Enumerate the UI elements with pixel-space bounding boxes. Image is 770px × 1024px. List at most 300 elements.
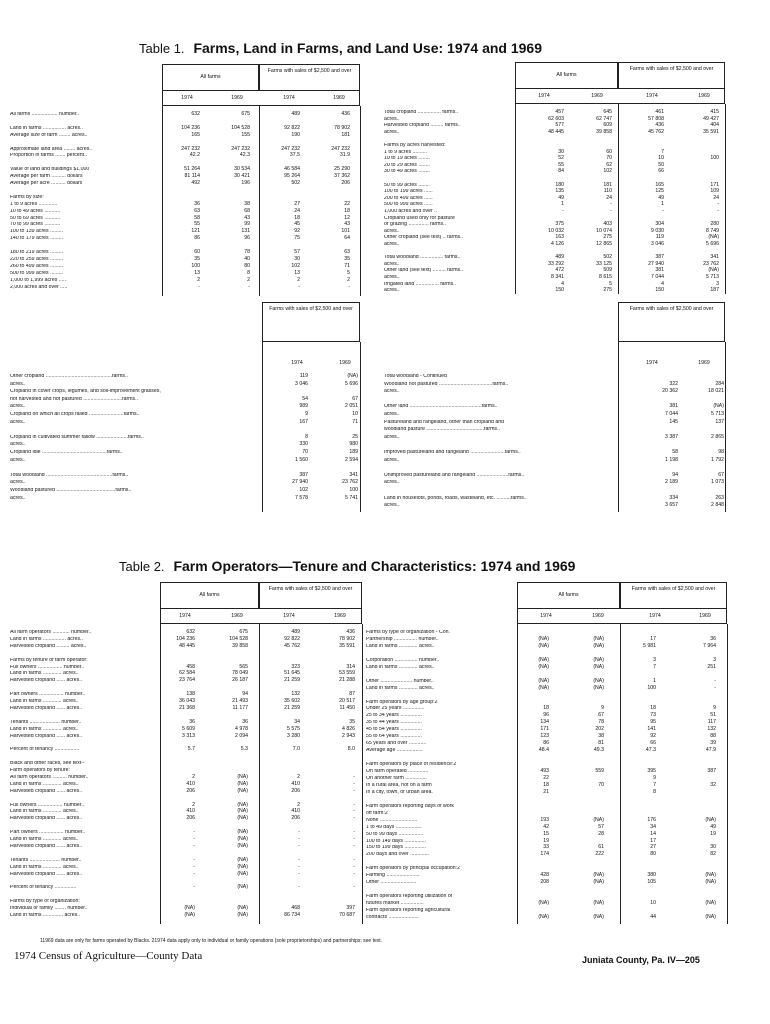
row-label: 220 to 259 acres ......... bbox=[10, 256, 64, 262]
row-label: acres.. bbox=[10, 495, 26, 501]
t1-left-hdr-all bbox=[162, 64, 259, 90]
table-row bbox=[384, 382, 729, 388]
table-row bbox=[366, 915, 728, 921]
row-value: 54 bbox=[302, 395, 308, 402]
row-label: Harvested cropland ...... acres.. bbox=[10, 678, 83, 684]
row-value: (NA) bbox=[237, 870, 248, 877]
table-row bbox=[10, 458, 362, 464]
row-value: 92 822 bbox=[284, 635, 300, 642]
row-value: - bbox=[717, 201, 719, 208]
row-value: 43 bbox=[344, 221, 350, 228]
t1-left-hdr-sales-label: Farms with sales of $2,500 and over bbox=[267, 68, 352, 74]
table-row bbox=[10, 816, 364, 822]
row-value: 100 bbox=[710, 155, 719, 162]
row-value: 2 594 bbox=[345, 456, 358, 463]
table-row bbox=[384, 404, 729, 410]
row-value: - bbox=[714, 684, 716, 691]
table-row bbox=[10, 706, 364, 712]
row-value: 2 bbox=[297, 773, 300, 780]
table-row bbox=[384, 473, 729, 479]
row-label: acres.. bbox=[384, 457, 400, 463]
row-value: 8 615 bbox=[599, 274, 612, 280]
row-value: (NA) bbox=[538, 913, 549, 920]
row-value: 105 bbox=[647, 879, 656, 886]
row-label: Cropland in cultivated summer fallow ......................farms.. bbox=[10, 434, 144, 440]
row-value: 66 bbox=[650, 740, 656, 747]
row-value: 2 848 bbox=[711, 502, 724, 509]
row-value: 78 049 bbox=[232, 670, 248, 677]
t2-left-hdr-sales-label: Farms with sales of $2,500 and over bbox=[268, 586, 353, 592]
row-value: 410 bbox=[186, 808, 195, 815]
table-row bbox=[366, 901, 728, 907]
t1-right-hdr-all bbox=[515, 62, 618, 88]
table-row bbox=[366, 672, 728, 678]
row-value: 86 bbox=[194, 235, 200, 242]
row-value: 45 762 bbox=[648, 128, 664, 135]
row-label: Farms by acres harvested: bbox=[384, 143, 446, 148]
row-value: 18 021 bbox=[708, 388, 724, 395]
row-value: 110 bbox=[603, 188, 612, 195]
table-row bbox=[10, 374, 362, 380]
row-value: 2 bbox=[247, 276, 250, 283]
row-value: 62 603 bbox=[548, 115, 564, 122]
row-label: Cropland on which all crops failed ........................farms.. bbox=[10, 412, 140, 417]
row-value: 94 bbox=[672, 471, 678, 478]
row-value: 138 bbox=[186, 691, 195, 698]
row-value: 33 292 bbox=[548, 260, 564, 267]
row-label: acres.. bbox=[10, 442, 26, 448]
table-row bbox=[10, 851, 364, 857]
row-value: 387 bbox=[299, 471, 308, 478]
table1-title-text: Farms, Land in Farms, and Land Use: 1974 and 1969 bbox=[193, 40, 543, 56]
row-value: 30 bbox=[294, 255, 300, 262]
row-value: 410 bbox=[291, 780, 300, 787]
table-row bbox=[384, 496, 729, 502]
row-value: 131 bbox=[241, 228, 250, 235]
row-value: (NA) bbox=[593, 684, 604, 691]
row-value: - bbox=[353, 856, 355, 863]
row-value: (NA) bbox=[237, 787, 248, 794]
row-value: 2 051 bbox=[345, 403, 358, 410]
row-label: Other cropland (see text) .. farms.. bbox=[384, 235, 463, 241]
row-value: 180 bbox=[555, 181, 564, 188]
row-label: 50 to 99 days ................. bbox=[366, 831, 424, 837]
row-value: 202 bbox=[595, 726, 604, 733]
row-value: 23 762 bbox=[342, 479, 358, 486]
row-value: 19 bbox=[543, 837, 549, 844]
row-value: 5 609 bbox=[182, 725, 195, 732]
row-value: 4 bbox=[661, 280, 664, 287]
table-row bbox=[384, 196, 729, 202]
table-row bbox=[366, 665, 728, 671]
row-value: 21 bbox=[543, 788, 549, 795]
row-label: Other ......................... bbox=[366, 880, 417, 886]
row-label: 50 to 99 acres ........ bbox=[384, 182, 430, 188]
table-row bbox=[10, 412, 362, 418]
row-value: 9 bbox=[601, 705, 604, 712]
row-value: 37 362 bbox=[334, 173, 350, 180]
row-value: 21 493 bbox=[232, 698, 248, 704]
row-value: 94 bbox=[242, 691, 248, 698]
row-label: Part owners ................. number.. bbox=[10, 830, 86, 836]
row-label: 10 to 19 acres ........ bbox=[384, 156, 430, 162]
row-value: 280 bbox=[710, 221, 719, 228]
row-label: 25 to 34 years ............... bbox=[366, 713, 422, 719]
row-label: Average age .................. bbox=[366, 748, 423, 754]
row-label: Farms by size: bbox=[10, 194, 44, 200]
row-value: 30 bbox=[710, 844, 716, 851]
table-row bbox=[366, 693, 728, 699]
table-row bbox=[10, 435, 362, 441]
table-row bbox=[384, 458, 729, 464]
table-row bbox=[10, 195, 362, 201]
row-value: 44 bbox=[650, 913, 656, 920]
row-value: 3 bbox=[716, 280, 719, 287]
row-label: 1 to 9 acres ............. bbox=[10, 201, 58, 207]
table-row bbox=[366, 644, 728, 650]
table-row bbox=[366, 818, 728, 824]
row-value: 502 bbox=[291, 180, 300, 186]
row-value: 49 bbox=[710, 823, 716, 830]
row-label: Harvested cropland ...... acres.. bbox=[10, 733, 83, 739]
row-value: 36 bbox=[194, 200, 200, 207]
row-value: 104 528 bbox=[231, 124, 250, 131]
row-label: Cropland in cover crops, legumes, and soil-improvement grasses, bbox=[10, 389, 161, 395]
row-value: (NA) bbox=[593, 872, 604, 879]
row-value: 49 bbox=[558, 194, 564, 201]
row-value: (NA) bbox=[184, 911, 195, 918]
table-row bbox=[384, 209, 729, 215]
row-value: 410 bbox=[186, 780, 195, 787]
row-value: 489 bbox=[291, 111, 300, 117]
table-row bbox=[366, 804, 728, 810]
t2-right-hdr-sales bbox=[620, 582, 727, 608]
row-value: (NA) bbox=[713, 403, 724, 410]
row-value: - bbox=[298, 870, 300, 877]
row-value: 24 bbox=[606, 194, 612, 201]
table1-right-body bbox=[384, 110, 729, 300]
row-value: 39 bbox=[710, 740, 716, 747]
table-row bbox=[384, 435, 729, 441]
row-value: 35 591 bbox=[339, 642, 355, 649]
row-label: Land in farms ............. acres.. bbox=[10, 781, 79, 787]
row-value: 145 bbox=[669, 418, 678, 425]
row-value: 9 bbox=[305, 411, 308, 417]
row-value: 38 bbox=[244, 200, 250, 207]
table2-left-body bbox=[10, 630, 364, 925]
row-value: 60 bbox=[194, 249, 200, 255]
row-value: 381 bbox=[669, 403, 678, 410]
row-value: 492 bbox=[191, 180, 200, 186]
row-value: 980 bbox=[349, 441, 358, 448]
year-header: 1974 bbox=[283, 95, 295, 101]
row-value: 206 bbox=[291, 815, 300, 822]
row-value: 341 bbox=[710, 254, 719, 261]
row-value: 62 747 bbox=[596, 115, 612, 122]
row-value: 45 762 bbox=[284, 642, 300, 649]
table-row bbox=[10, 427, 362, 433]
row-value: 5 713 bbox=[706, 274, 719, 280]
page-footer-left: 1974 Census of Agriculture—County Data bbox=[14, 950, 203, 962]
table-row bbox=[10, 133, 362, 139]
row-value: 62 bbox=[606, 161, 612, 168]
row-label: Total woodland ..............................................farms.. bbox=[10, 472, 129, 478]
row-value: - bbox=[353, 780, 355, 787]
row-label: Tenants ..................... number.. bbox=[10, 719, 82, 725]
row-value: 66 bbox=[658, 168, 664, 175]
table-row bbox=[384, 169, 729, 175]
row-value: - bbox=[298, 836, 300, 842]
row-value: 57 808 bbox=[648, 115, 664, 122]
row-label: acres.. bbox=[10, 419, 26, 425]
row-value: 190 bbox=[291, 131, 300, 138]
row-value: 4 826 bbox=[342, 725, 355, 732]
row-value: 70 bbox=[606, 155, 612, 162]
row-value: 275 bbox=[603, 234, 612, 241]
row-value: 102 bbox=[291, 262, 300, 269]
table-row bbox=[10, 885, 364, 891]
row-value: (NA) bbox=[237, 905, 248, 911]
row-value: 404 bbox=[710, 122, 719, 129]
row-label: acres.. bbox=[384, 434, 400, 440]
row-value: (NA) bbox=[538, 684, 549, 691]
table-row bbox=[366, 783, 728, 789]
row-label: Proportion in farms ....... percent.. bbox=[10, 153, 87, 159]
table2-title-text: Farm Operators—Tenure and Characteristics: 1974 and 1969 bbox=[173, 558, 576, 574]
row-label: futures market ................ bbox=[366, 901, 424, 907]
row-value: (NA) bbox=[705, 872, 716, 879]
row-value: 35 602 bbox=[284, 698, 300, 704]
row-value: 125 bbox=[655, 188, 664, 195]
row-value: 109 bbox=[710, 188, 719, 195]
row-value: 1 560 bbox=[295, 456, 308, 463]
row-value: 22 bbox=[344, 200, 350, 207]
row-value: 3 280 bbox=[287, 732, 300, 739]
table-row bbox=[10, 397, 362, 403]
row-value: 14 bbox=[650, 830, 656, 837]
row-label: 100 to 149 days ............... bbox=[366, 838, 426, 844]
row-value: 25 290 bbox=[334, 166, 350, 173]
row-value: 206 bbox=[186, 787, 195, 794]
row-value: 4 126 bbox=[551, 241, 564, 247]
row-value: 80 bbox=[244, 262, 250, 269]
table-row bbox=[10, 658, 364, 664]
row-value: 96 bbox=[543, 712, 549, 719]
row-value: 42 bbox=[543, 823, 549, 830]
row-value: - bbox=[298, 842, 300, 849]
row-value: 20 362 bbox=[662, 388, 678, 395]
row-value: 436 bbox=[346, 629, 355, 635]
table-row bbox=[10, 222, 362, 228]
row-value: 323 bbox=[291, 663, 300, 670]
row-label: Average per acre .......... dollars bbox=[10, 181, 83, 186]
row-label: Land in farms .............. acres.. bbox=[10, 912, 81, 918]
row-label: acres.. bbox=[384, 412, 400, 417]
row-value: - bbox=[353, 836, 355, 842]
row-value: - bbox=[298, 856, 300, 863]
row-label: Land in farms ............. acres.. bbox=[366, 664, 435, 670]
row-value: 4 978 bbox=[235, 725, 248, 732]
row-label: 35 to 44 years ............... bbox=[366, 720, 422, 726]
row-value: (NA) bbox=[538, 642, 549, 649]
row-value: 645 bbox=[603, 109, 612, 115]
row-value: 135 bbox=[555, 188, 564, 195]
table-row bbox=[10, 119, 362, 125]
row-value: (NA) bbox=[593, 900, 604, 907]
row-label: 180 to 219 acres ......... bbox=[10, 250, 64, 255]
row-value: 8 bbox=[653, 788, 656, 795]
row-label: Harvested cropland ......... farms.. bbox=[384, 123, 461, 129]
row-value: 3 bbox=[713, 656, 716, 663]
t1-left-hdr-sales bbox=[259, 64, 360, 90]
row-value: 38 bbox=[598, 733, 604, 740]
row-label: Full owners ................. number.. bbox=[10, 664, 85, 670]
row-value: 47.9 bbox=[705, 747, 716, 754]
row-value: 181 bbox=[603, 181, 612, 188]
row-value: 675 bbox=[241, 111, 250, 117]
row-value: 27 bbox=[294, 200, 300, 207]
row-label: Irrigated land ................ farms.. bbox=[384, 281, 457, 287]
row-label: Land in farms ............. acres.. bbox=[366, 643, 435, 649]
table-row bbox=[10, 823, 364, 829]
row-value: (NA) bbox=[705, 913, 716, 920]
row-value: 27 bbox=[650, 844, 656, 851]
row-value: - bbox=[353, 870, 355, 877]
table-row bbox=[384, 163, 729, 169]
row-value: 8.0 bbox=[347, 746, 355, 753]
table-row bbox=[10, 250, 362, 256]
row-value: 489 bbox=[291, 629, 300, 635]
table-row bbox=[10, 243, 362, 249]
row-label: None .......................... bbox=[366, 817, 418, 823]
row-label: 200 to 499 acres ...... bbox=[384, 195, 433, 201]
table-row bbox=[10, 382, 362, 388]
row-label: 55 to 64 years ............... bbox=[366, 734, 422, 740]
table-row bbox=[384, 420, 729, 426]
row-value: - bbox=[353, 842, 355, 849]
row-value: 7 bbox=[661, 148, 664, 155]
row-value: 609 bbox=[603, 122, 612, 129]
row-label: 500 to 999 acres ......... bbox=[10, 270, 64, 276]
row-value: 457 bbox=[555, 109, 564, 115]
row-label: Land in houselots, ponds, roads, wasteland, etc. ..........farms.. bbox=[384, 495, 527, 501]
row-value: 206 bbox=[186, 815, 195, 822]
row-value: 46 584 bbox=[284, 166, 300, 173]
row-value: 42.2 bbox=[189, 152, 200, 159]
row-label: In a city, town, or urban area. bbox=[366, 789, 433, 795]
t2-left-hdr-all-label: All farms bbox=[199, 592, 220, 598]
row-label: 100 to 199 acres ...... bbox=[384, 189, 433, 195]
row-label: off farm:2 bbox=[366, 810, 388, 816]
row-label: Other land (see text) ......... farms.. bbox=[384, 268, 463, 274]
t1-lower-right-hdr bbox=[618, 302, 725, 342]
row-value: 187 bbox=[710, 287, 719, 294]
row-label: Woodland pastured .........................................farms.. bbox=[10, 488, 132, 493]
row-label: Partnership ................ number.. bbox=[366, 636, 439, 642]
row-value: 314 bbox=[346, 663, 355, 670]
row-value: 141 bbox=[647, 726, 656, 733]
table1-left-body bbox=[10, 112, 362, 302]
table-row bbox=[10, 747, 364, 753]
row-value: 275 bbox=[603, 287, 612, 294]
row-value: 137 bbox=[715, 418, 724, 425]
table-row bbox=[10, 789, 364, 795]
row-value: 75 bbox=[294, 235, 300, 242]
row-value: 52 bbox=[558, 155, 564, 162]
row-label: Improved pastureland and rangeland ........................farms.. bbox=[384, 450, 521, 455]
row-value: 7 bbox=[653, 781, 656, 788]
table-row bbox=[384, 374, 729, 380]
row-value: 23 764 bbox=[179, 677, 195, 684]
row-value: (NA) bbox=[237, 856, 248, 863]
row-value: (NA) bbox=[538, 900, 549, 907]
row-value: 189 bbox=[349, 449, 358, 455]
row-value: 3 657 bbox=[665, 502, 678, 509]
row-value: 70 bbox=[598, 781, 604, 788]
table-row bbox=[10, 734, 364, 740]
row-value: 263 bbox=[715, 494, 724, 501]
table-row bbox=[10, 473, 362, 479]
table-row bbox=[384, 465, 729, 471]
row-label: or grazing .............. farms.. bbox=[384, 222, 446, 228]
row-value: 3 313 bbox=[182, 732, 195, 739]
table2-footnote: 11969 data are only for farms operated by Blacks. 21974 data apply only to individual or family operations (sole proprietorships) and partnerships; see text. bbox=[40, 938, 383, 944]
row-value: 3 387 bbox=[665, 433, 678, 440]
row-value: 3 046 bbox=[295, 380, 308, 387]
row-value: (NA) bbox=[593, 816, 604, 823]
row-value: 86 734 bbox=[284, 911, 300, 918]
row-value: 21 259 bbox=[284, 704, 300, 711]
table-row bbox=[384, 156, 729, 162]
row-label: Other ...................... number.. bbox=[366, 678, 434, 684]
row-value: - bbox=[353, 787, 355, 794]
row-value: 3 bbox=[653, 656, 656, 663]
row-label: acres.. bbox=[384, 228, 400, 234]
table-row bbox=[10, 174, 362, 180]
row-value: 15 bbox=[543, 830, 549, 837]
table-row bbox=[10, 830, 364, 836]
row-value: 330 bbox=[299, 441, 308, 448]
row-value: - bbox=[348, 283, 350, 290]
row-value: (NA) bbox=[705, 879, 716, 886]
row-label: Farms by type of organization: bbox=[10, 899, 80, 905]
row-value: 30 bbox=[558, 148, 564, 155]
row-label: Land in farms ............. acres.. bbox=[10, 671, 79, 677]
row-value: 26 187 bbox=[232, 677, 248, 684]
row-value: 165 bbox=[655, 181, 664, 188]
row-value: 403 bbox=[603, 221, 612, 228]
row-value: 100 bbox=[647, 684, 656, 691]
row-value: (NA) bbox=[593, 913, 604, 920]
row-value: (NA) bbox=[538, 656, 549, 663]
row-value: 49.3 bbox=[593, 747, 604, 754]
table-row bbox=[384, 275, 729, 281]
row-value: 22 bbox=[543, 774, 549, 781]
row-value: 28 bbox=[598, 830, 604, 837]
table-row bbox=[384, 397, 729, 403]
t1-right-hdr-all-label: All farms bbox=[556, 72, 577, 78]
table-row bbox=[366, 651, 728, 657]
row-value: 380 bbox=[647, 872, 656, 879]
row-value: (NA) bbox=[237, 884, 248, 891]
row-value: 87 bbox=[349, 691, 355, 698]
row-value: 63 bbox=[344, 249, 350, 255]
row-value: - bbox=[353, 773, 355, 780]
row-value: 8 341 bbox=[551, 274, 564, 280]
row-label: Black and other races, see text-- bbox=[10, 761, 85, 767]
row-value: 36 bbox=[710, 635, 716, 642]
row-label: 100 to 139 acres ......... bbox=[10, 229, 64, 235]
